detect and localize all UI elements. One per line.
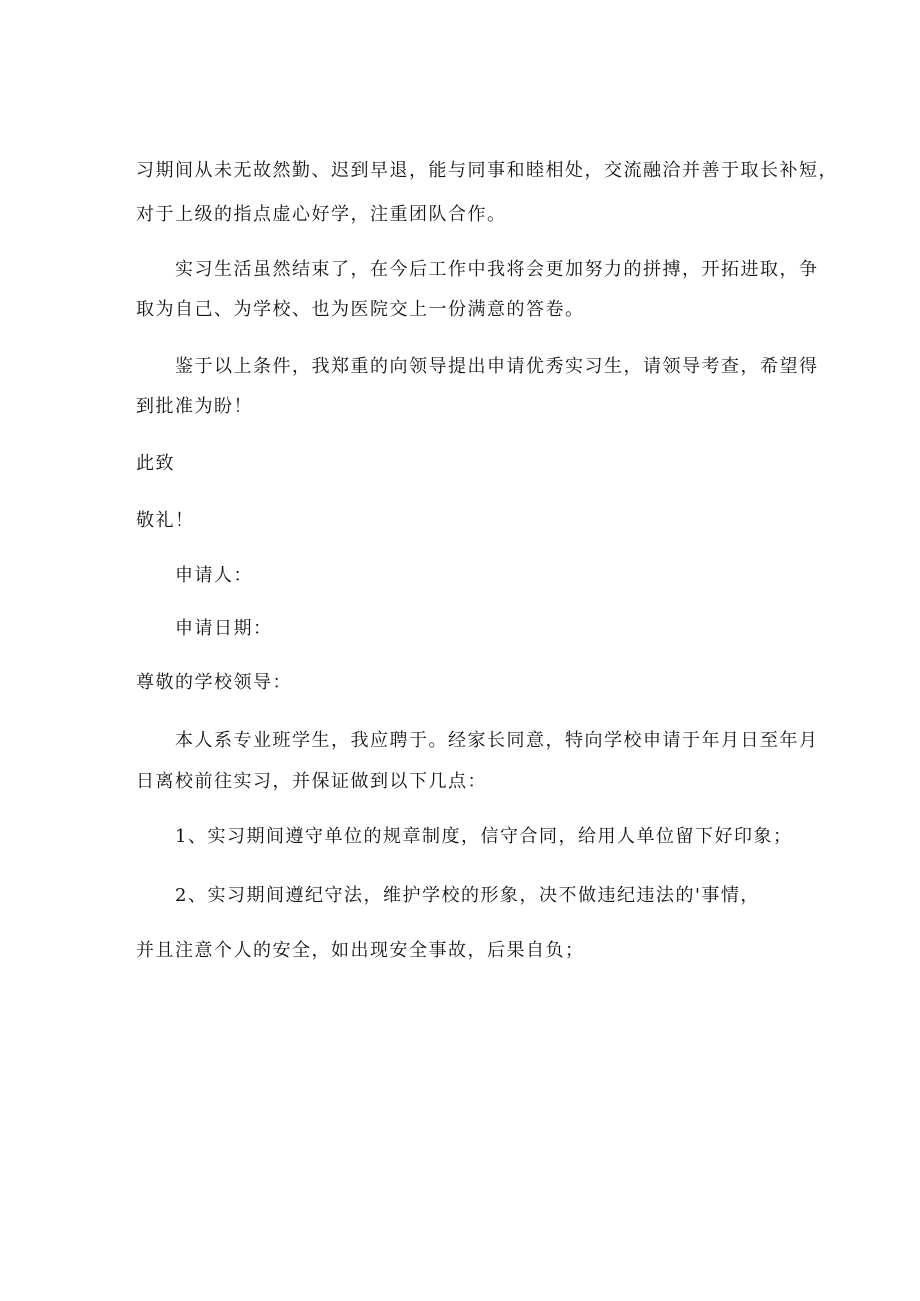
application-date-label: 申请日期：: [175, 618, 273, 639]
paragraph-2-line-2: 取为自己、为学校、也为医院交上一份满意的答卷。: [136, 299, 585, 320]
paragraph-1-line-2: 对于上级的指点虚心好学，注重团队合作。: [136, 204, 507, 225]
salutation: 尊敬的学校领导：: [136, 672, 292, 693]
closing-ci-zhi: 此致: [136, 453, 175, 474]
list-item-1: 1、实习期间遵守单位的规章制度，信守合同，给用人单位留下好印象；: [175, 826, 793, 847]
paragraph-2-line-1: 实习生活虽然结束了，在今后工作中我将会更加努力的拼搏，开拓进取，争: [175, 259, 819, 280]
paragraph-3-line-1: 鉴于以上条件，我郑重的向领导提出申请优秀实习生，请领导考查，希望得: [175, 356, 819, 377]
paragraph-4-line-2: 日离校前往实习，并保证做到以下几点：: [136, 771, 487, 792]
paragraph-1-line-1: 习期间从未无故然勤、迟到早退，能与同事和睦相处，交流融洽并善于取长补短，: [136, 160, 838, 181]
paragraph-4-line-1: 本人系专业班学生，我应聘于。经家长同意，特向学校申请于年月日至年月: [175, 730, 819, 751]
list-item-2: 2、实习期间遵纪守法，维护学校的形象，决不做违纪违法的'事情，: [175, 885, 760, 906]
closing-jing-li: 敬礼！: [136, 510, 195, 531]
applicant-label: 申请人：: [175, 565, 253, 586]
paragraph-3-line-2: 到批准为盼！: [136, 396, 253, 417]
list-item-2-continuation: 并且注意个人的安全，如出现安全事故，后果自负；: [136, 940, 585, 961]
